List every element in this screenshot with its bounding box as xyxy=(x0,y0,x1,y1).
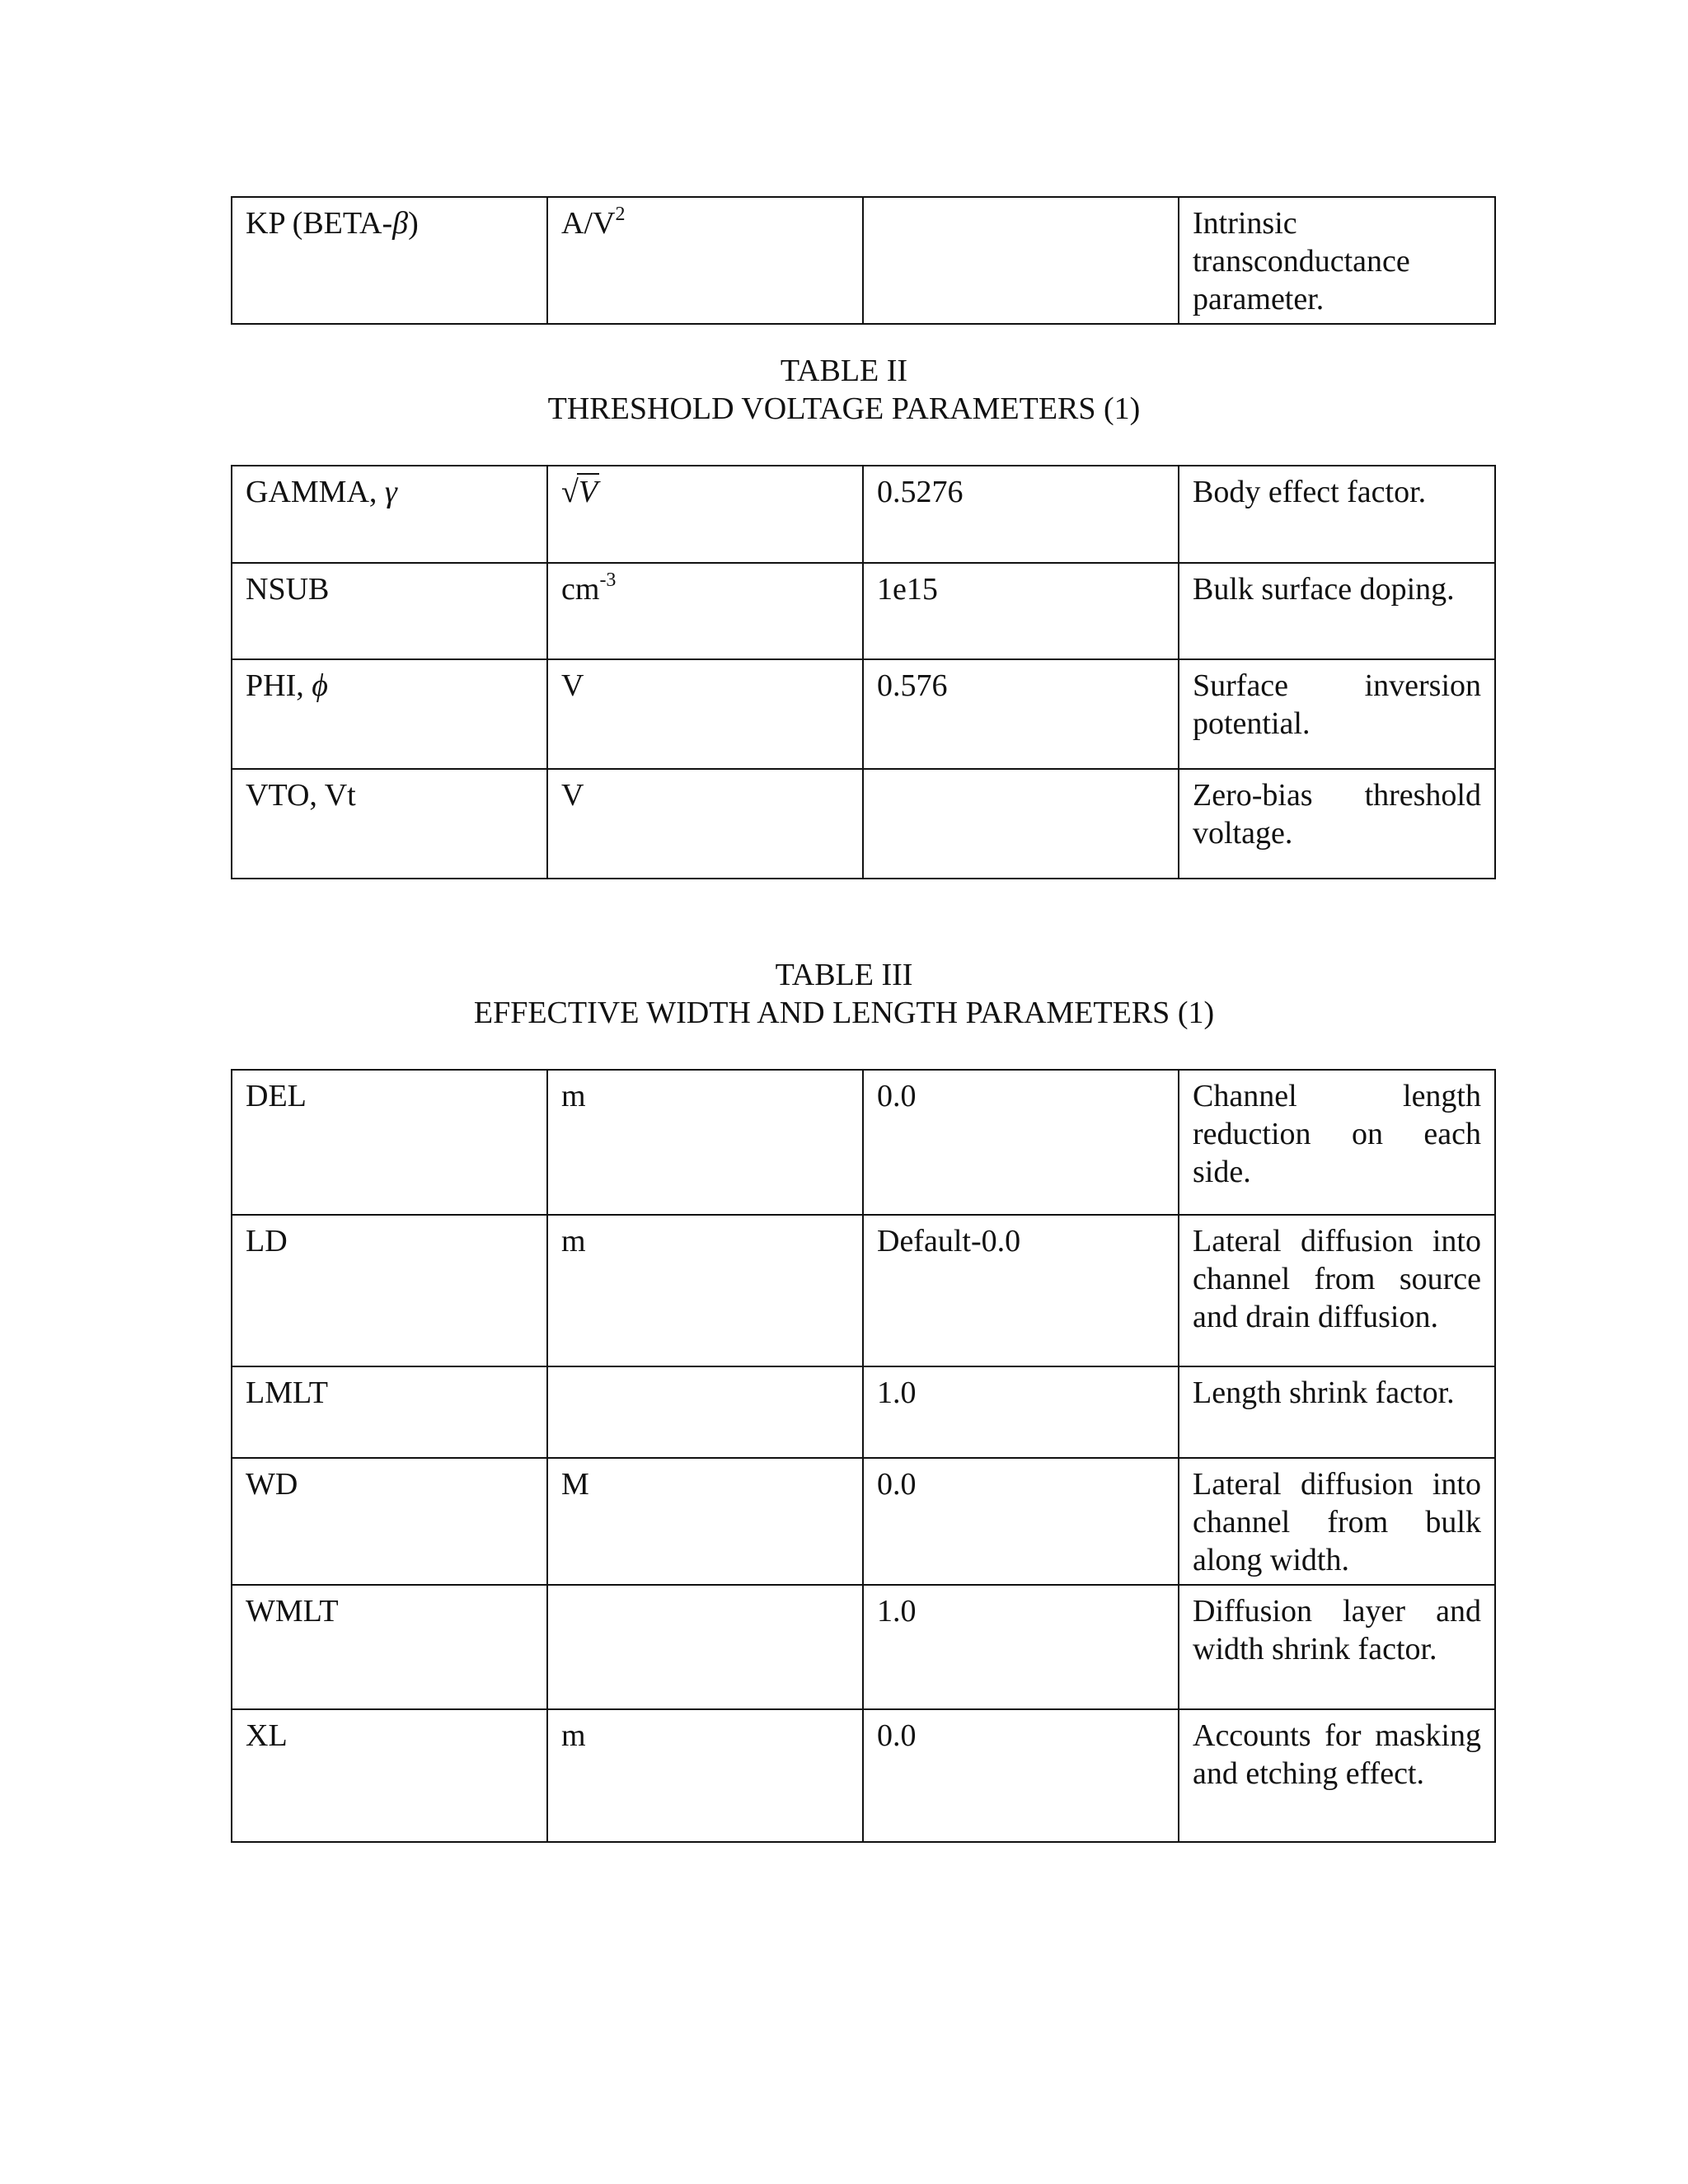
table-row xyxy=(232,1585,1495,1709)
param-name-cell xyxy=(232,659,547,769)
param-unit-cell xyxy=(547,1366,863,1458)
param-name: GAMMA, xyxy=(246,475,385,509)
param-value-cell: 0.576 xyxy=(863,659,1179,769)
table-3-number: TABLE III xyxy=(775,958,913,992)
param-description-cell: Bulk surface doping. xyxy=(1179,563,1495,659)
param-unit-cell xyxy=(547,466,863,563)
phi-symbol: ϕ xyxy=(312,668,328,703)
param-value-cell: Default-0.0 xyxy=(863,1215,1179,1366)
param-unit-cell xyxy=(547,1585,863,1709)
param-description-cell: Intrinsic transconductance parameter. xyxy=(1179,197,1495,324)
param-name-cell: WD xyxy=(232,1458,547,1585)
param-unit: A/V xyxy=(561,206,616,241)
param-value-cell xyxy=(863,769,1179,879)
sqrt-unit xyxy=(561,473,599,511)
table-2-caption xyxy=(0,352,1688,428)
table-2-number: TABLE II xyxy=(780,354,908,388)
unit-exponent: 2 xyxy=(615,204,626,226)
param-unit: cm xyxy=(561,572,600,607)
param-value-cell: 0.0 xyxy=(863,1070,1179,1215)
param-name: PHI, xyxy=(246,668,312,703)
table-row xyxy=(232,1458,1495,1585)
param-unit-cell: m xyxy=(547,1709,863,1842)
param-name-cell: XL xyxy=(232,1709,547,1842)
table-row xyxy=(232,769,1495,879)
beta-symbol: β xyxy=(392,206,409,241)
param-description-cell: Lateral diffusion into channel from bulk along width. xyxy=(1179,1458,1495,1585)
table-3-caption xyxy=(0,956,1688,1032)
table-row xyxy=(232,197,1495,324)
param-description-cell: Surface inversion potential. xyxy=(1179,659,1495,769)
table-2-title: THRESHOLD VOLTAGE PARAMETERS (1) xyxy=(547,391,1141,426)
param-name-cell: LMLT xyxy=(232,1366,547,1458)
param-name-cell: DEL xyxy=(232,1070,547,1215)
param-name-cell: WMLT xyxy=(232,1585,547,1709)
table-3-title: EFFECTIVE WIDTH AND LENGTH PARAMETERS (1) xyxy=(473,996,1215,1030)
param-value-cell: 0.0 xyxy=(863,1458,1179,1585)
table-2 xyxy=(231,465,1496,879)
param-description-cell: Accounts for masking and etching effect. xyxy=(1179,1709,1495,1842)
param-unit-cell: V xyxy=(547,659,863,769)
param-value-cell: 1.0 xyxy=(863,1366,1179,1458)
param-value-cell: 1.0 xyxy=(863,1585,1179,1709)
param-unit-cell: M xyxy=(547,1458,863,1585)
table-row xyxy=(232,563,1495,659)
param-value-cell: 0.5276 xyxy=(863,466,1179,563)
param-name: KP (BETA- xyxy=(246,206,393,241)
radicand: V xyxy=(578,475,598,509)
param-description-cell: Length shrink factor. xyxy=(1179,1366,1495,1458)
unit-exponent: -3 xyxy=(599,569,617,592)
table-row xyxy=(232,1070,1495,1215)
radical-sign: √ xyxy=(561,475,579,509)
table-row xyxy=(232,1366,1495,1458)
table-3 xyxy=(231,1069,1496,1843)
param-unit-cell: V xyxy=(547,769,863,879)
param-description-cell: Zero-bias threshold voltage. xyxy=(1179,769,1495,879)
table-row xyxy=(232,1709,1495,1842)
table-row xyxy=(232,659,1495,769)
param-unit-cell: m xyxy=(547,1070,863,1215)
param-description-cell: Diffusion layer and width shrink factor. xyxy=(1179,1585,1495,1709)
table-row xyxy=(232,466,1495,563)
param-unit-cell xyxy=(547,563,863,659)
gamma-symbol: γ xyxy=(384,475,397,509)
param-name-cell: NSUB xyxy=(232,563,547,659)
param-value-cell: 1e15 xyxy=(863,563,1179,659)
param-description-cell: Body effect factor. xyxy=(1179,466,1495,563)
param-name-cell: LD xyxy=(232,1215,547,1366)
param-unit-cell xyxy=(547,197,863,324)
param-name-cell: VTO, Vt xyxy=(232,769,547,879)
param-name-suffix: ) xyxy=(408,206,419,241)
param-name-cell xyxy=(232,197,547,324)
param-name-cell xyxy=(232,466,547,563)
param-value-cell xyxy=(863,197,1179,324)
param-description-cell: Channel length reduction on each side. xyxy=(1179,1070,1495,1215)
param-description-cell: Lateral diffusion into channel from source and drain diffusion. xyxy=(1179,1215,1495,1366)
table-1-fragment xyxy=(231,196,1496,325)
table-row xyxy=(232,1215,1495,1366)
param-value-cell: 0.0 xyxy=(863,1709,1179,1842)
param-unit-cell: m xyxy=(547,1215,863,1366)
